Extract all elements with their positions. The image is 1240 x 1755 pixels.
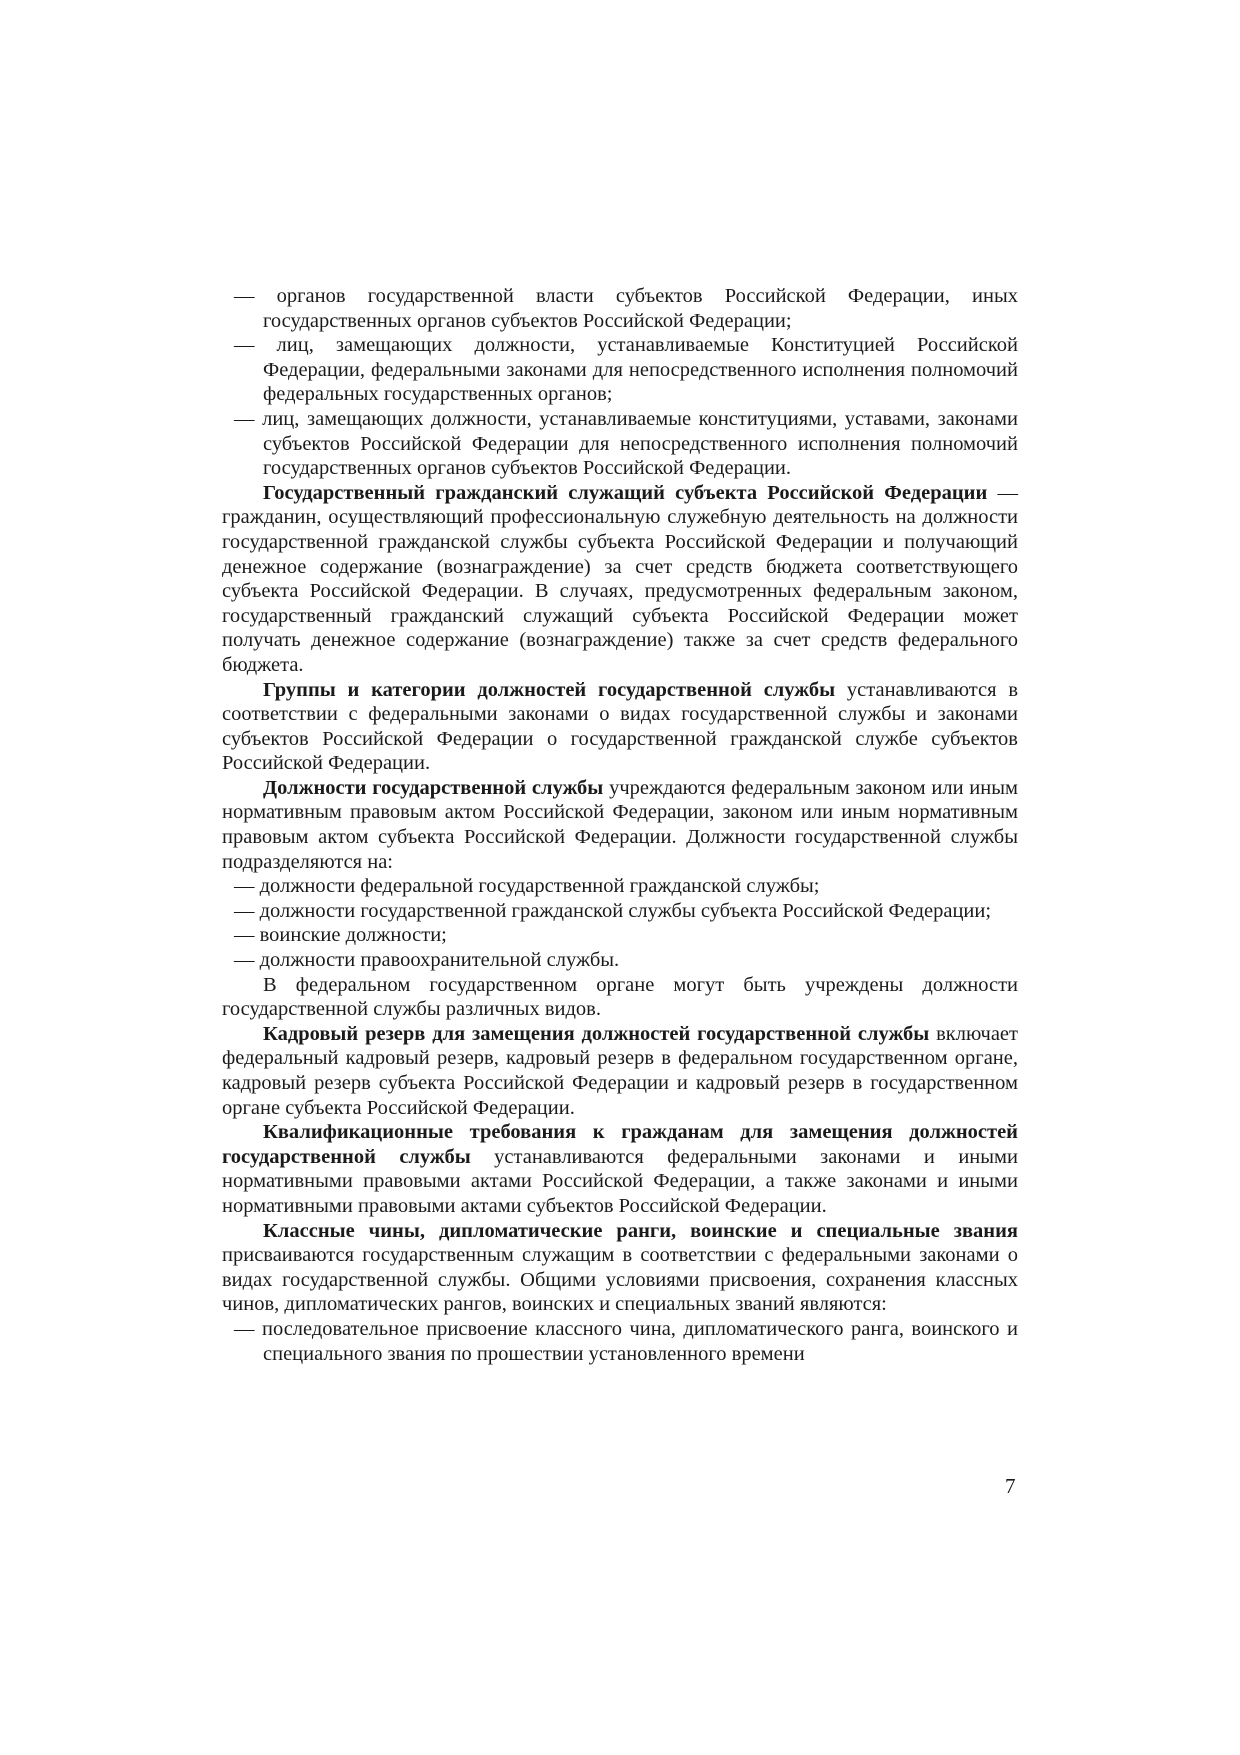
page-number: 7 xyxy=(1005,1474,1016,1498)
page-body xyxy=(222,284,1018,1366)
list-item-4: — должности федеральной государственной гражданской службы; xyxy=(234,875,820,898)
list-item-7: — должности правоохранительной службы. xyxy=(234,949,620,972)
paragraph-ranks: Классные чины, дипломатические ранги, воинские и специальные звания присваиваются государственным служащим в соответствии с федеральными законами о видах государственной службы. Общими условиями присвоения, сохранения классных чинов, дипломатических рангов, воинских и специальных званий являются: xyxy=(222,1219,1018,1316)
list-item-5: — должности государственной гражданской службы субъекта Российской Федерации; xyxy=(234,899,992,922)
list-item-6: — воинские должности; xyxy=(234,924,447,947)
term: Кадровый резерв для замещения должностей государственной службы xyxy=(263,1022,930,1045)
term: Государственный гражданский служащий субъекта Российской Федерации xyxy=(263,481,988,504)
paragraph-personnel-reserve: Кадровый резерв для замещения должностей государственной службы включает федеральный кадровый резерв, кадровый резерв в федеральном государственном органе, кадровый резерв субъекта Российской Федерации и кадровый резерв в государственном органе субъекта Российской Федерации. xyxy=(222,1022,1018,1119)
term: Квалификационные требования к гражданам для замещения должностей государственной службы xyxy=(222,1121,1018,1168)
paragraph-positions: Должности государственной службы учреждаются федеральным законом или иным нормативным правовым актом Российской Федерации, законом или иным нормативным правовым актом субъекта Российской Федерации. Должности государственной службы подразделяются на: xyxy=(222,776,1018,873)
list-item-8: — последовательное присвоение классного чина, дипломатического ранга, воинского и специального звания по прошествии установленного времени xyxy=(234,1317,1018,1365)
list-item-3: — лиц, замещающих должности, устанавливаемые конституциями, уставами, законами субъектов Российской Федерации для непосредственного исполнения полномочий государственных органов субъектов Российской Федерации. xyxy=(234,407,1018,480)
term: Классные чины, дипломатические ранги, воинские и специальные звания xyxy=(263,1219,1018,1242)
paragraph-position-groups: Группы и категории должностей государственной службы устанавливаются в соответствии с федеральными законами о видах государственной службы и законами субъектов Российской Федерации о государственной гражданской службе субъектов Российской Федерации. xyxy=(222,678,1018,775)
list-item-2: — лиц, замещающих должности, устанавливаемые Конституцией Российской Федерации, федеральными законами для непосредственного исполнения полномочий федеральных государственных органов; xyxy=(234,334,1018,406)
term: Должности государственной службы xyxy=(263,776,604,799)
paragraph-federal-organ: В федеральном государственном органе могут быть учреждены должности государственной службы различных видов. xyxy=(222,973,1018,1021)
paragraph-civil-servant-definition: Государственный гражданский служащий субъекта Российской Федерации — гражданин, осуществляющий профессиональную служебную деятельность на должности государственной гражданской службы субъекта Российской Федерации и получающий денежное содержание (вознаграждение) за счет средств бюджета соответствующего субъекта Российской Федерации. В случаях, предусмотренных федеральным законом, государственный гражданский служащий субъекта Российской Федерации может получать денежное содержание (вознаграждение) также за счет средств федерального бюджета. xyxy=(222,481,1019,676)
list-item-1: — органов государственной власти субъектов Российской Федерации, иных государственных органов субъектов Российской Федерации; xyxy=(234,285,1018,332)
term: Группы и категории должностей государственной службы xyxy=(263,678,836,701)
paragraph-qualification-requirements: Квалификационные требования к гражданам для замещения должностей государственной службы устанавливаются федеральными законами и иными нормативными правовыми актами Российской Федерации, а также законами и иными нормативными правовыми актами субъектов Российской Федерации. xyxy=(222,1121,1018,1217)
